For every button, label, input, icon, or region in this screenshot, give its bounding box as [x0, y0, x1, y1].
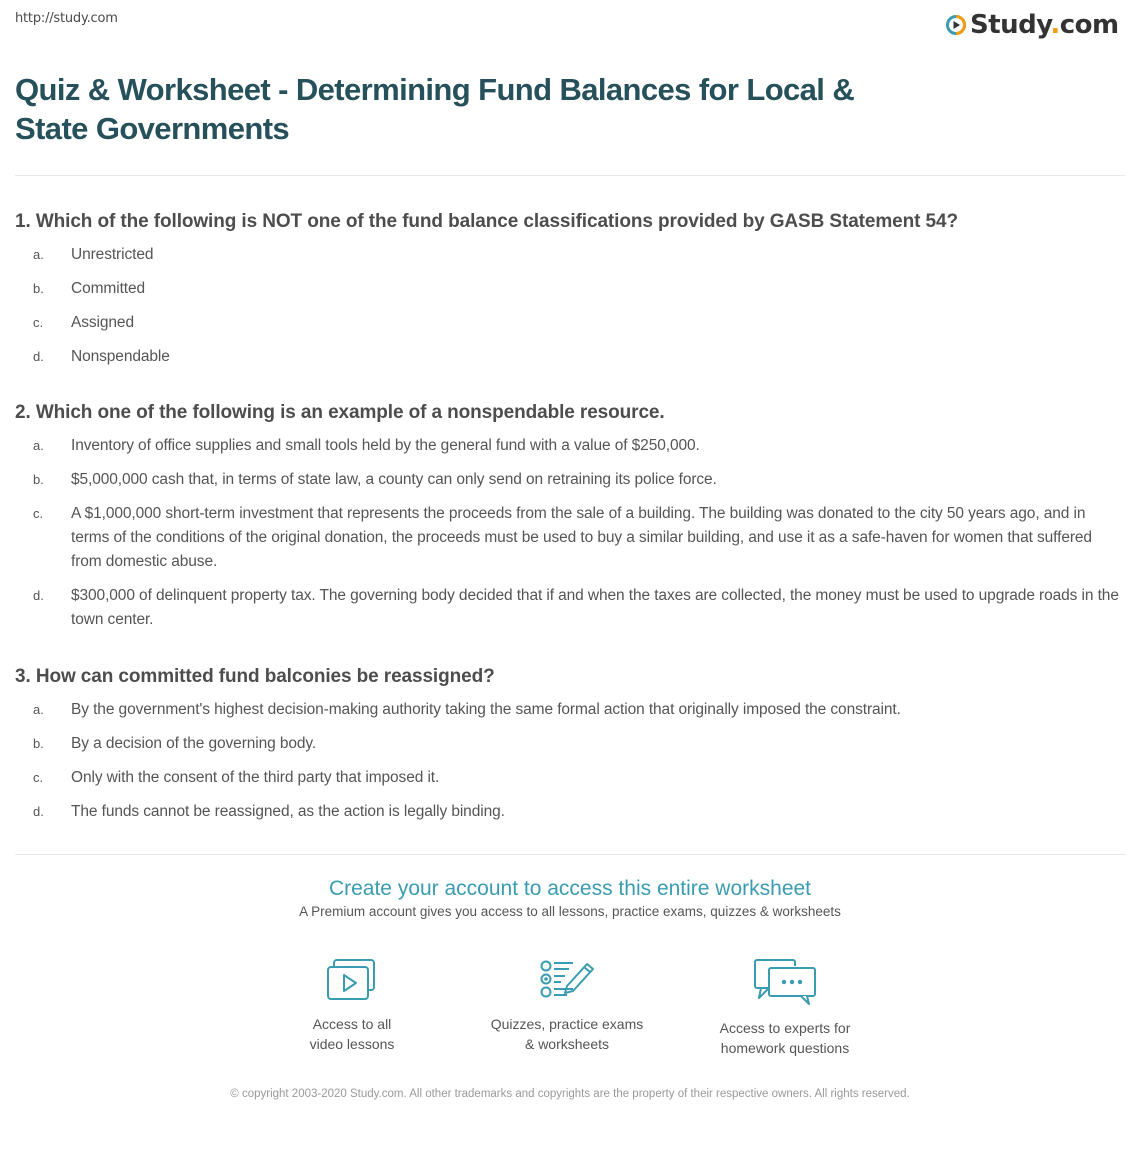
- feature-label: Quizzes, practice exams & worksheets: [490, 1016, 644, 1052]
- feature-label: Access to all video lessons: [309, 1016, 395, 1052]
- content-divider: [15, 854, 1125, 855]
- question-text: 1. Which of the following is NOT one of the fund balance classifications provided by GASB Statement 54?: [15, 211, 958, 232]
- page-title: Quiz & Worksheet - Determining Fund Balances for Local & State Governments: [15, 72, 855, 146]
- answer-letter: a.: [33, 247, 44, 262]
- feature-label: Access to experts for homework questions: [719, 1020, 851, 1056]
- answer-option: [15, 766, 1120, 790]
- answer-text: Unrestricted: [71, 246, 154, 263]
- answer-text: Assigned: [71, 314, 134, 331]
- answer-option: [15, 732, 1120, 756]
- answer-option: [15, 502, 1120, 574]
- answer-letter: d.: [33, 349, 44, 364]
- feature-quizzes: [467, 958, 667, 1054]
- chat-bubbles-icon: [753, 958, 817, 1006]
- quiz-checklist-icon: [539, 958, 595, 1002]
- answer-text: By the government's highest decision-making authority taking the same formal action that originally imposed the constraint.: [71, 701, 901, 718]
- answer-letter: c.: [33, 315, 44, 330]
- answer-text: The funds cannot be reassigned, as the action is legally binding.: [71, 803, 505, 820]
- copyright-notice: © copyright 2003-2020 Study.com. All other trademarks and copyrights are the property of their respective owners. All rights reserved.: [230, 1088, 910, 1100]
- answer-option: [15, 345, 1120, 369]
- answer-letter: a.: [33, 702, 44, 717]
- answer-option: [15, 311, 1120, 335]
- answer-text: Inventory of office supplies and small tools held by the general fund with a value of $250,000.: [71, 437, 700, 454]
- answer-list: [15, 698, 1120, 824]
- answer-text: By a decision of the governing body.: [71, 735, 317, 752]
- question-2: [15, 401, 1120, 642]
- question-3: [15, 665, 1120, 834]
- question-text: 2. Which one of the following is an example of a nonspendable resource.: [15, 402, 665, 423]
- answer-text: Only with the consent of the third party that imposed it.: [71, 769, 440, 786]
- logo-text: Study.com: [970, 10, 1119, 40]
- answer-letter: c.: [33, 506, 44, 521]
- answer-option: [15, 277, 1120, 301]
- question-1: [15, 210, 1120, 379]
- answer-option: [15, 800, 1120, 824]
- question-text: 3. How can committed fund balconies be reassigned?: [15, 666, 495, 687]
- source-url[interactable]: http://study.com: [15, 11, 118, 26]
- video-lessons-icon: [326, 958, 378, 1002]
- answer-letter: b.: [33, 281, 44, 296]
- answer-letter: c.: [33, 770, 44, 785]
- signup-cta: [0, 877, 1140, 919]
- answer-text: $5,000,000 cash that, in terms of state law, a county can only send on retraining its police force.: [71, 471, 717, 488]
- answer-text: Nonspendable: [71, 348, 170, 365]
- answer-letter: b.: [33, 736, 44, 751]
- feature-video-lessons: [252, 958, 452, 1054]
- answer-option: [15, 584, 1120, 632]
- answer-letter: d.: [33, 804, 44, 819]
- answer-text: $300,000 of delinquent property tax. The governing body decided that if and when the taxes are collected, the money must be used to upgrade roads in the town center.: [71, 587, 1119, 628]
- cta-subtitle: A Premium account gives you access to all lessons, practice exams, quizzes & worksheets: [299, 904, 841, 919]
- answer-option: [15, 468, 1120, 492]
- answer-list: [15, 243, 1120, 369]
- answer-text: A $1,000,000 short-term investment that represents the proceeds from the sale of a building. The building was donated to the city 50 years ago, and in terms of the conditions of the original donation, the proceeds must be used to buy a similar building, and use it as a safe-haven for women that suffered from domestic abuse.: [71, 505, 1092, 570]
- feature-experts: [685, 958, 885, 1058]
- answer-option: [15, 243, 1120, 267]
- title-divider: [15, 175, 1125, 176]
- study-logo[interactable]: [945, 8, 1119, 42]
- cta-title-link[interactable]: Create your account to access this entire worksheet: [328, 877, 812, 900]
- answer-text: Committed: [71, 280, 146, 297]
- answer-option: [15, 698, 1120, 722]
- answer-option: [15, 434, 1120, 458]
- answer-letter: d.: [33, 588, 44, 603]
- answer-letter: b.: [33, 472, 44, 487]
- answer-list: [15, 434, 1120, 632]
- answer-letter: a.: [33, 438, 44, 453]
- play-circle-logo-icon: [945, 14, 967, 36]
